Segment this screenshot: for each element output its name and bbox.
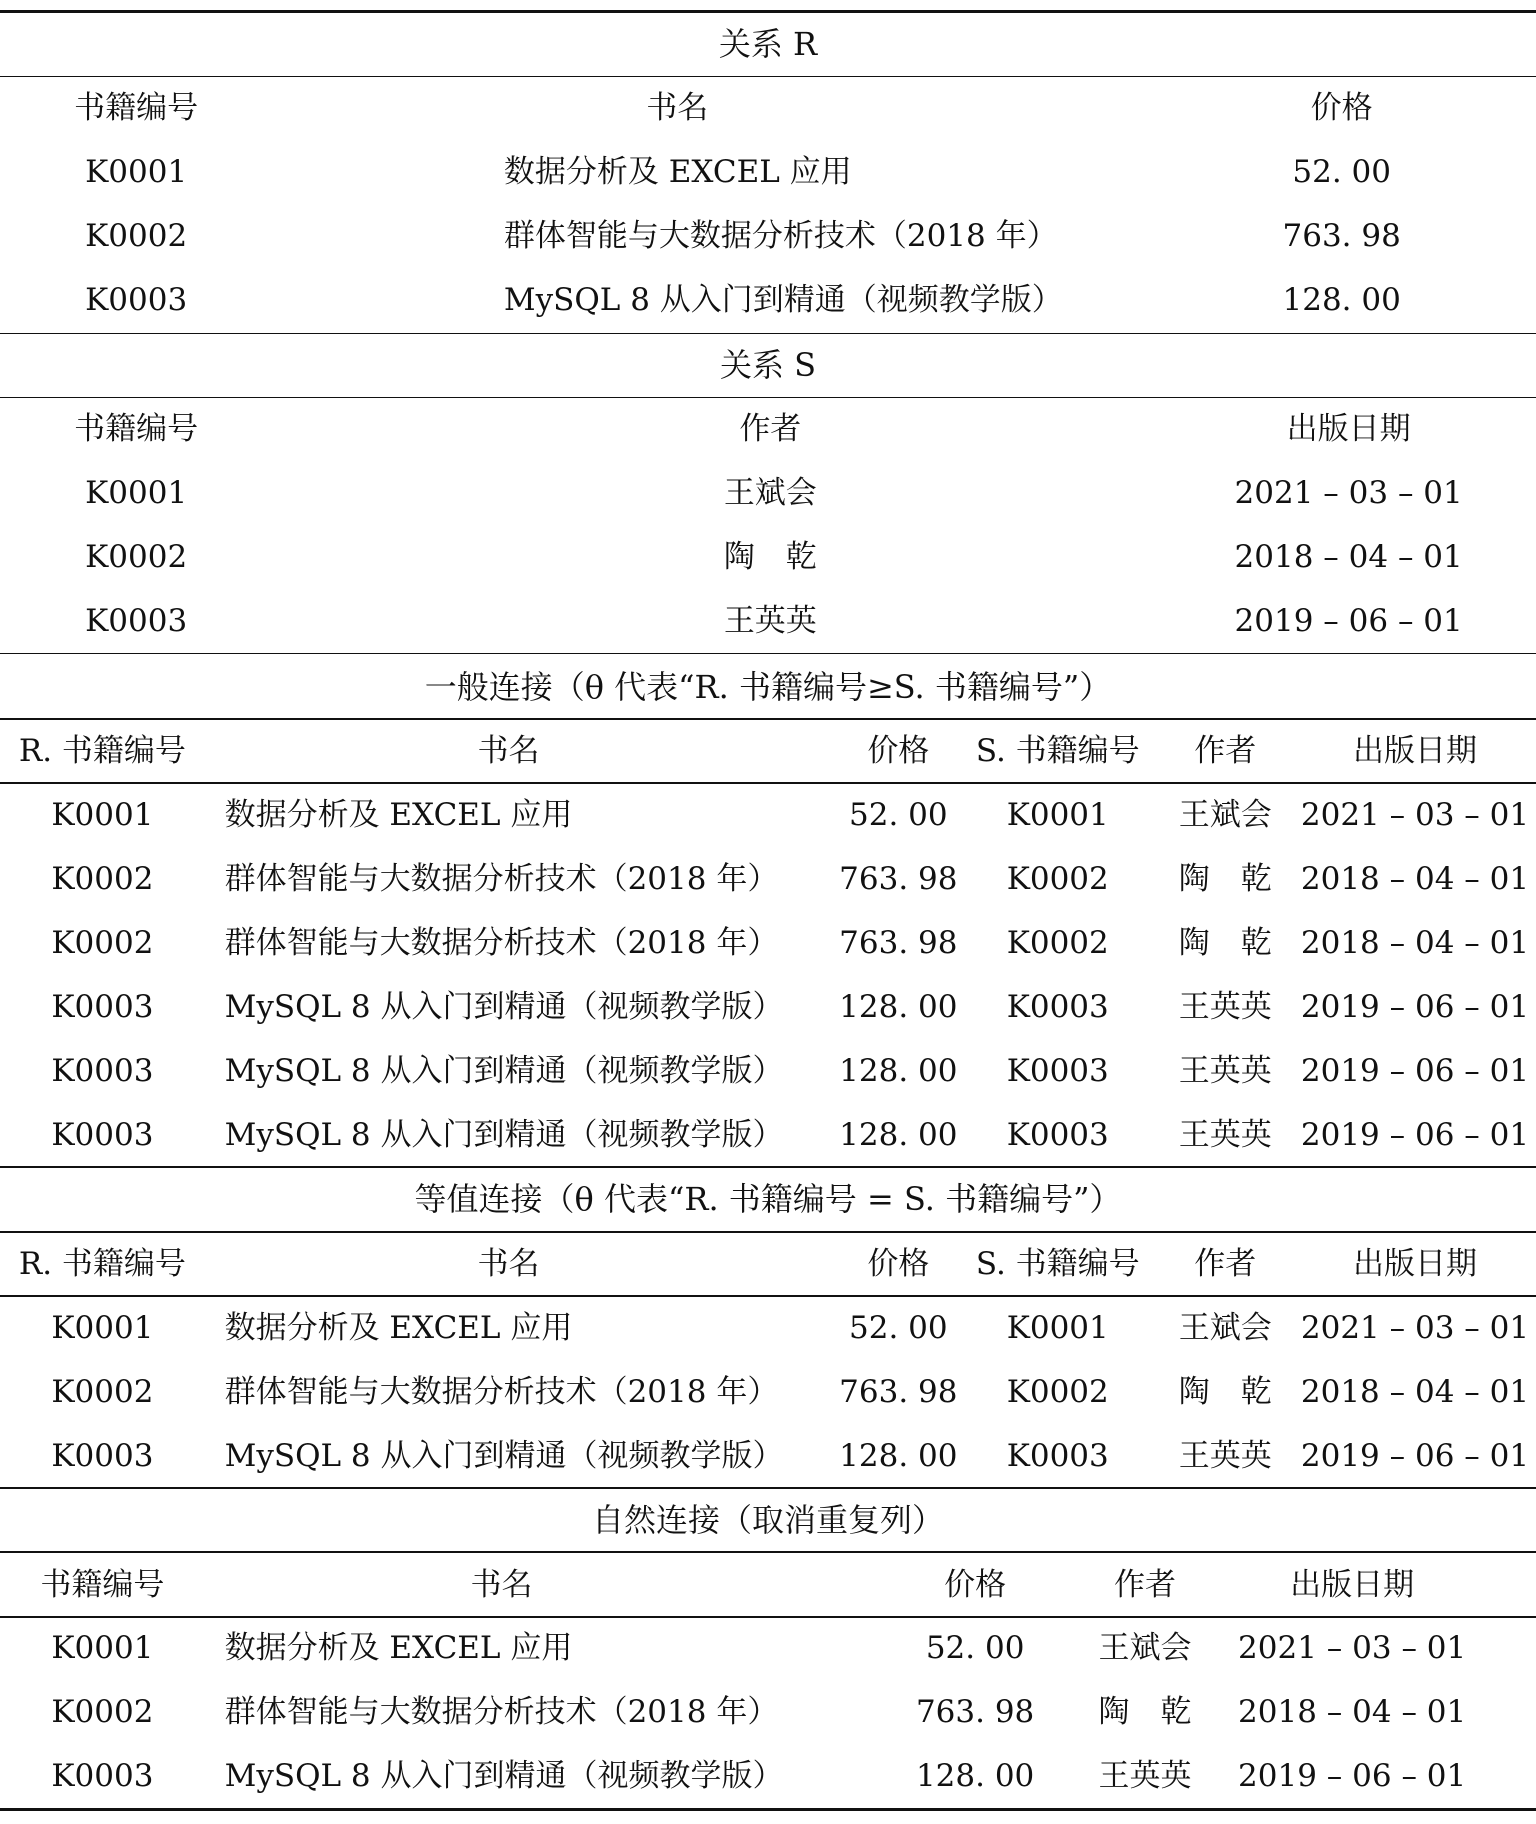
table-cell: 2021 – 03 – 01 <box>1238 1629 1467 1666</box>
section-bottom-rule <box>0 1166 1536 1168</box>
table-cell: 陶 乾 <box>1098 1693 1192 1730</box>
table-cell: MySQL 8 从入门到精通（视频教学版） <box>224 1437 784 1474</box>
column-header: 价格 <box>944 1566 1007 1603</box>
table-cell: 2021 – 03 – 01 <box>1234 475 1463 512</box>
table-cell: K0003 <box>1006 1116 1109 1153</box>
table-cell: 2018 – 04 – 01 <box>1300 860 1530 897</box>
column-header: 作者 <box>1114 1566 1177 1603</box>
table-cell: K0003 <box>51 1052 154 1089</box>
section-title: 关系 S <box>719 346 817 385</box>
table-cell: 群体智能与大数据分析技术（2018 年） <box>503 218 1058 255</box>
table-cell: 陶 乾 <box>1178 924 1272 961</box>
table-cell: 52. 00 <box>925 1629 1025 1666</box>
table-cell: 2019 – 06 – 01 <box>1300 1052 1530 1089</box>
column-header: 价格 <box>867 732 930 769</box>
table-cell: K0001 <box>51 1309 154 1346</box>
section-title-rule <box>0 1551 1536 1553</box>
table-cell: 52. 00 <box>1292 154 1391 191</box>
table-cell: 王英英 <box>723 603 817 640</box>
table-cell: 763. 98 <box>839 860 958 897</box>
table-cell: K0002 <box>1006 1373 1109 1410</box>
table-cell: 2018 – 04 – 01 <box>1238 1693 1467 1730</box>
table-cell: K0003 <box>51 988 154 1025</box>
table-cell: K0002 <box>51 924 154 961</box>
column-header: 书名 <box>477 1245 540 1282</box>
table-cell: 数据分析及 EXCEL 应用 <box>224 1309 573 1346</box>
column-header: 作者 <box>1194 1245 1257 1282</box>
table-cell: 2019 – 06 – 01 <box>1300 1437 1530 1474</box>
table-cell: 128. 00 <box>1282 282 1401 319</box>
table-cell: K0003 <box>51 1757 154 1794</box>
table-cell: K0001 <box>1006 796 1109 833</box>
table-cell: 2019 – 06 – 01 <box>1238 1757 1467 1794</box>
header-rule <box>0 1295 1536 1297</box>
table-cell: MySQL 8 从入门到精通（视频教学版） <box>224 988 784 1025</box>
column-header: 作者 <box>1194 732 1257 769</box>
table-cell: 763. 98 <box>839 1373 958 1410</box>
section-title: 自然连接（取消重复列） <box>591 1500 945 1539</box>
table-cell: MySQL 8 从入门到精通（视频教学版） <box>224 1757 784 1794</box>
table-cell: 陶 乾 <box>1178 860 1272 897</box>
section-title-rule <box>0 718 1536 720</box>
header-rule <box>0 1616 1536 1618</box>
column-header: 价格 <box>867 1245 930 1282</box>
table-cell: 数据分析及 EXCEL 应用 <box>224 796 573 833</box>
table-cell: K0001 <box>1006 1309 1109 1346</box>
table-cell: 王斌会 <box>1098 1629 1192 1666</box>
header-rule <box>0 782 1536 784</box>
table-cell: 数据分析及 EXCEL 应用 <box>503 154 852 191</box>
table-cell: K0003 <box>1006 1052 1109 1089</box>
table-cell: K0001 <box>85 154 188 191</box>
table-cell: K0001 <box>51 796 154 833</box>
column-header: 书名 <box>477 732 540 769</box>
table-cell: K0001 <box>51 1629 154 1666</box>
table-cell: 群体智能与大数据分析技术（2018 年） <box>224 1693 779 1730</box>
table-cell: K0001 <box>85 475 188 512</box>
column-header: R. 书籍编号 <box>18 732 186 769</box>
section-bottom-rule <box>0 1487 1536 1489</box>
section-bottom-rule <box>0 1808 1536 1811</box>
column-header: 作者 <box>739 411 802 448</box>
column-header: 书名 <box>470 1566 533 1603</box>
table-cell: 王英英 <box>1178 988 1272 1025</box>
table-cell: 群体智能与大数据分析技术（2018 年） <box>224 924 779 961</box>
table-cell: 128. 00 <box>839 988 958 1025</box>
table-cell: 128. 00 <box>915 1757 1035 1794</box>
table-cell: 128. 00 <box>839 1052 958 1089</box>
table-cell: 2021 – 03 – 01 <box>1300 1309 1530 1346</box>
table-cell: K0002 <box>51 1373 154 1410</box>
table-cell: 763. 98 <box>839 924 958 961</box>
section-title-rule <box>0 397 1536 399</box>
table-cell: 763. 98 <box>915 1693 1035 1730</box>
table-cell: 2018 – 04 – 01 <box>1300 924 1530 961</box>
section-bottom-rule <box>0 333 1536 335</box>
table-cell: MySQL 8 从入门到精通（视频教学版） <box>503 282 1063 319</box>
column-header: 出版日期 <box>1286 411 1411 448</box>
table-cell: MySQL 8 从入门到精通（视频教学版） <box>224 1116 784 1153</box>
table-cell: 2019 – 06 – 01 <box>1300 1116 1530 1153</box>
table-cell: K0002 <box>51 860 154 897</box>
table-cell: 王斌会 <box>1178 1309 1272 1346</box>
table-cell: 王英英 <box>1178 1052 1272 1089</box>
table-cell: 王英英 <box>1178 1437 1272 1474</box>
column-header: 书籍编号 <box>40 1566 165 1603</box>
column-header: 价格 <box>1310 90 1373 127</box>
table-cell: MySQL 8 从入门到精通（视频教学版） <box>224 1052 784 1089</box>
section-bottom-rule <box>0 653 1536 655</box>
table-cell: K0003 <box>51 1437 154 1474</box>
column-header: 书籍编号 <box>74 411 199 448</box>
table-cell: 陶 乾 <box>1178 1373 1272 1410</box>
section-title-rule <box>0 76 1536 78</box>
table-cell: 群体智能与大数据分析技术（2018 年） <box>224 1373 779 1410</box>
table-cell: K0002 <box>85 218 188 255</box>
section-title: 等值连接（θ 代表“R. 书籍编号 = S. 书籍编号”） <box>414 1179 1122 1218</box>
column-header: S. 书籍编号 <box>975 1245 1140 1282</box>
table-cell: 2019 – 06 – 01 <box>1300 988 1530 1025</box>
table-cell: 52. 00 <box>849 796 948 833</box>
column-header: S. 书籍编号 <box>975 732 1140 769</box>
table-cell: 陶 乾 <box>723 539 817 576</box>
table-cell: K0003 <box>1006 1437 1109 1474</box>
table-cell: 王斌会 <box>723 475 817 512</box>
table-cell: K0003 <box>51 1116 154 1153</box>
table-cell: 2019 – 06 – 01 <box>1234 603 1463 640</box>
section-title-rule <box>0 1231 1536 1233</box>
table-cell: 2018 – 04 – 01 <box>1234 539 1463 576</box>
table-cell: K0002 <box>1006 924 1109 961</box>
table-cell: 群体智能与大数据分析技术（2018 年） <box>224 860 779 897</box>
table-cell: 王英英 <box>1178 1116 1272 1153</box>
table-cell: K0002 <box>85 539 188 576</box>
table-cell: 数据分析及 EXCEL 应用 <box>224 1629 573 1666</box>
table-cell: 763. 98 <box>1282 218 1401 255</box>
table-cell: 128. 00 <box>839 1437 958 1474</box>
column-header: 出版日期 <box>1352 732 1477 769</box>
top-rule <box>0 10 1536 13</box>
table-cell: 2018 – 04 – 01 <box>1300 1373 1530 1410</box>
table-cell: 王英英 <box>1098 1757 1192 1794</box>
column-header: 书籍编号 <box>74 90 199 127</box>
table-cell: K0003 <box>1006 988 1109 1025</box>
column-header: R. 书籍编号 <box>18 1245 186 1282</box>
table-cell: K0003 <box>85 282 188 319</box>
section-title: 一般连接（θ 代表“R. 书籍编号≥S. 书籍编号”） <box>424 667 1112 706</box>
table-cell: 王斌会 <box>1178 796 1272 833</box>
column-header: 书名 <box>646 90 709 127</box>
column-header: 出版日期 <box>1290 1566 1415 1603</box>
table-cell: 2021 – 03 – 01 <box>1300 796 1530 833</box>
column-header: 出版日期 <box>1352 1245 1477 1282</box>
section-title: 关系 R <box>718 25 818 64</box>
table-cell: K0002 <box>51 1693 154 1730</box>
table-cell: 128. 00 <box>839 1116 958 1153</box>
table-cell: 52. 00 <box>849 1309 948 1346</box>
table-cell: K0003 <box>85 603 188 640</box>
table-cell: K0002 <box>1006 860 1109 897</box>
